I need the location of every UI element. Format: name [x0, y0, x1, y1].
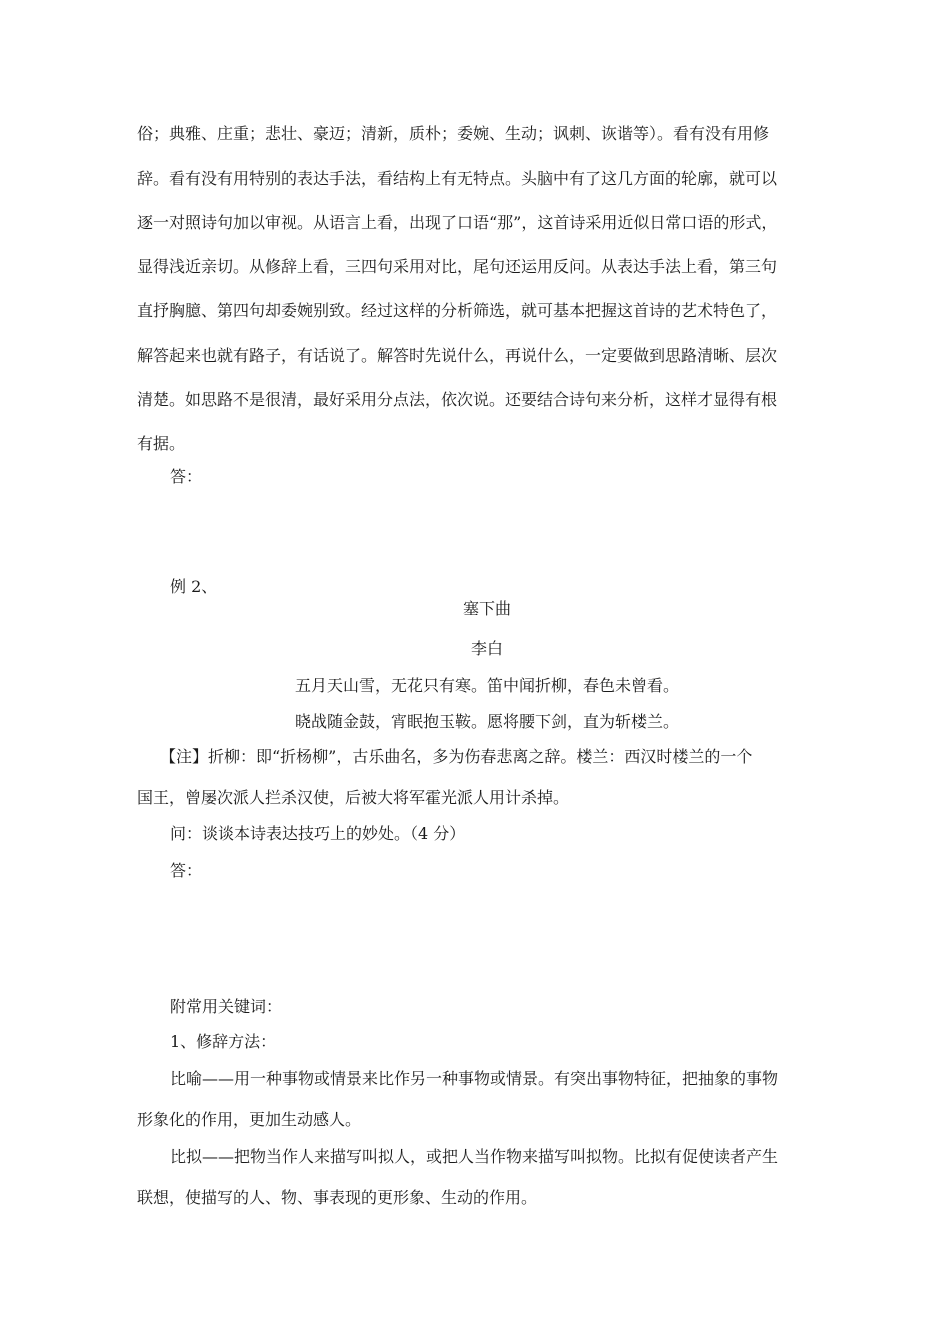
poem-verse-1: 五月天山雪，无花只有寒。笛中闻折柳，春色未曾看。 [294, 676, 679, 695]
para1-line-5: 直抒胸臆、第四句却委婉别致。经过这样的分析筛选，就可基本把握这首诗的艺术特色了， [137, 301, 778, 320]
para1-line-4: 显得浅近亲切。从修辞上看，三四句采用对比，尾句还运用反问。从表达手法上看，第三句 [137, 257, 778, 276]
poem-author: 李白 [470, 639, 503, 658]
appendix-item-1-line-2: 形象化的作用，更加生动感人。 [137, 1110, 362, 1129]
poem-verse-2: 晓战随金鼓，宵眠抱玉鞍。愿将腰下剑，直为斩楼兰。 [294, 712, 679, 731]
para1-line-6: 解答起来也就有路子，有话说了。解答时先说什么，再说什么，一定要做到思路清晰、层次 [137, 346, 778, 365]
poem-note-line-1: 【注】折柳：即“折杨柳”，古乐曲名，多为伤春悲离之辞。楼兰：西汉时楼兰的一个 [160, 747, 753, 766]
appendix-item-1-line-1: 比喻——用一种事物或情景来比作另一种事物或情景。有突出事物特征，把抽象的事物 [170, 1069, 779, 1088]
answer-label-2: 答： [170, 861, 203, 880]
appendix-section-1: 1、修辞方法： [170, 1032, 277, 1051]
question-2: 问：谈谈本诗表达技巧上的妙处。（4 分） [170, 824, 466, 843]
appendix-item-2-line-1: 比拟——把物当作人来描写叫拟人，或把人当作物来描写叫拟物。比拟有促使读者产生 [170, 1147, 779, 1166]
appendix-item-2-line-2: 联想，使描写的人、物、事表现的更形象、生动的作用。 [137, 1188, 538, 1207]
poem-title: 塞下曲 [462, 599, 511, 618]
para1-line-8: 有据。 [137, 434, 186, 453]
appendix-heading: 附常用关键词： [170, 997, 283, 1016]
para1-line-1: 俗；典雅、庄重；悲壮、豪迈；清新，质朴；委婉、生动；讽刺、诙谐等）。看有没有用修 [137, 124, 770, 143]
para1-line-7: 清楚。如思路不是很清，最好采用分点法，依次说。还要结合诗句来分析，这样才显得有根 [137, 390, 778, 409]
para1-line-2: 辞。看有没有用特别的表达手法，看结构上有无特点。头脑中有了这几方面的轮廓，就可以 [137, 169, 778, 188]
para1-line-3: 逐一对照诗句加以审视。从语言上看，出现了口语“那”，这首诗采用近似日常口语的形式， [137, 213, 778, 232]
answer-label-1: 答： [170, 467, 203, 486]
example-2-label: 例 2、 [170, 577, 218, 596]
poem-note-line-2: 国王，曾屡次派人拦杀汉使，后被大将军霍光派人用计杀掉。 [137, 788, 570, 807]
